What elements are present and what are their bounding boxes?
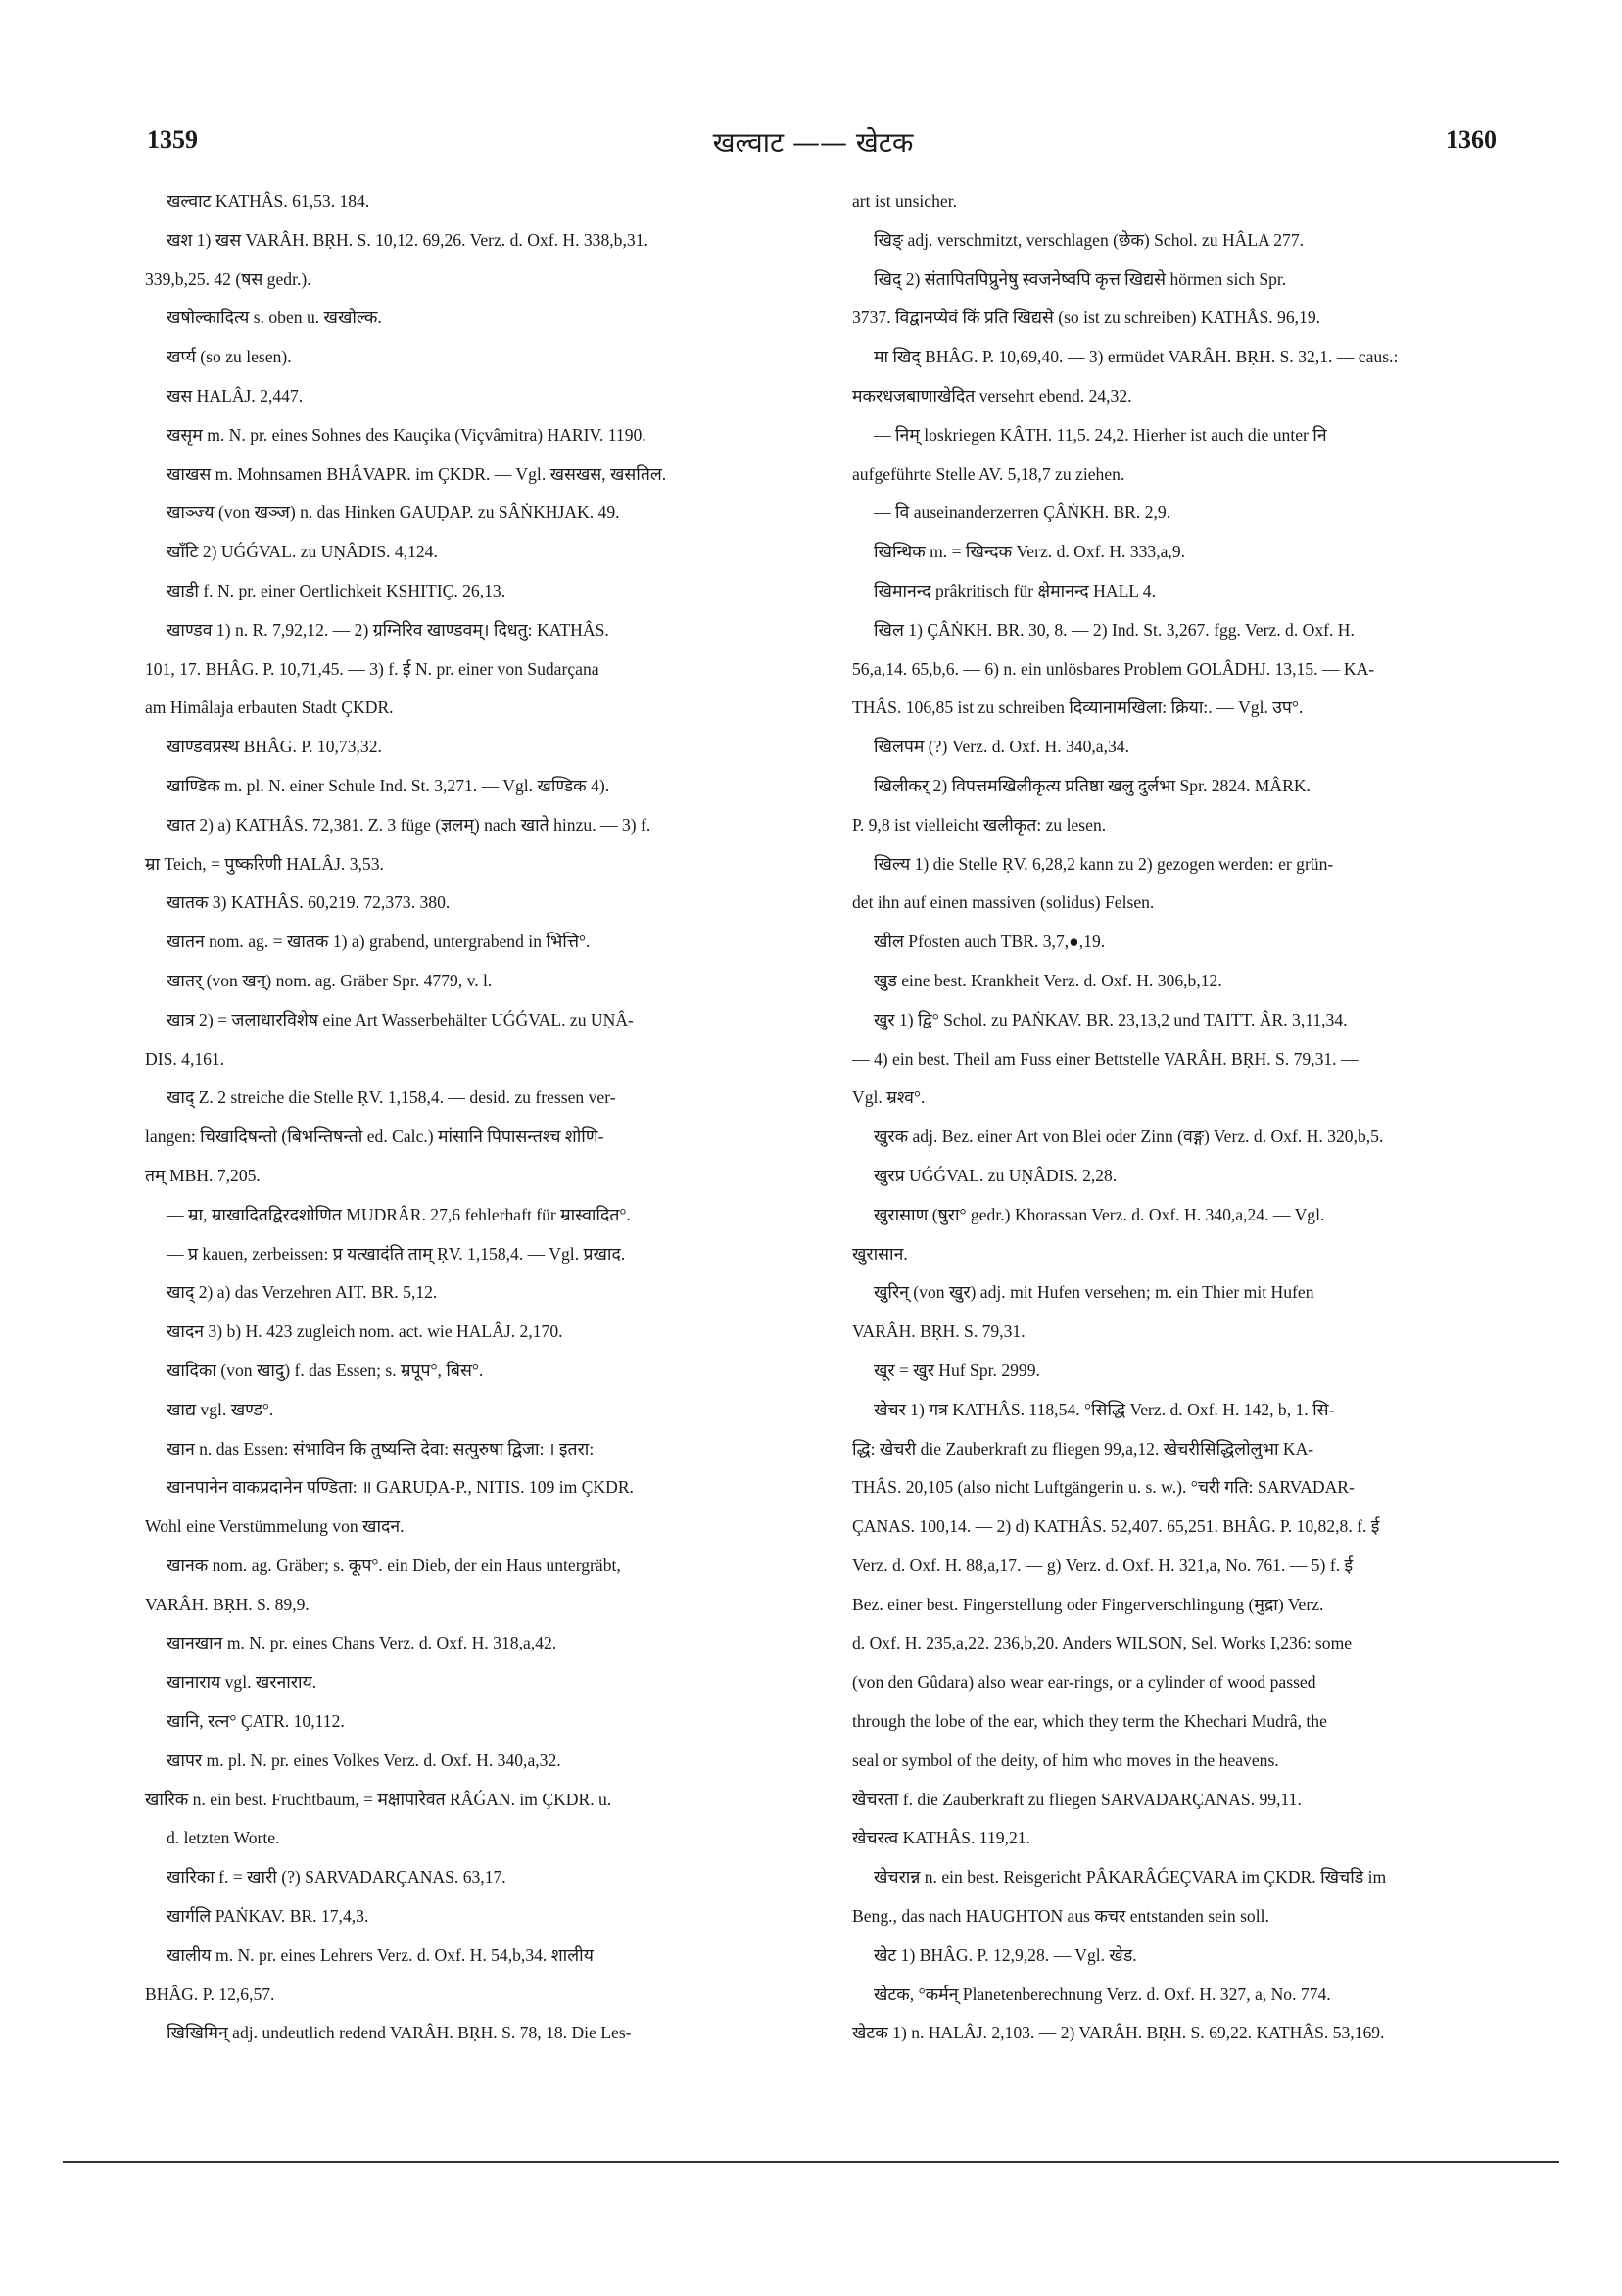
entry-line: तम् MBH. 7,205. — [145, 1165, 261, 1185]
entry-line: 101, 17. BHÂG. P. 10,71,45. — 3) f. ई N. pr. einer von Sudarçana — [145, 658, 599, 679]
entry-line: खेट 1) BHÂG. P. 12,9,28. — Vgl. खेड. — [874, 1944, 1137, 1965]
left-column — [145, 182, 821, 2053]
entry-line: खादन 3) b) H. 423 zugleich nom. act. wie HALÂJ. 2,170. — [167, 1321, 563, 1342]
entry-line: खर्प्य (so zu lesen). — [167, 347, 292, 367]
entry-line: aufgeführte Stelle AV. 5,18,7 zu ziehen. — [852, 463, 1125, 484]
entry-line: langen: चिखादिषन्तो (बिभन्तिषन्तो ed. Calc.) मांसानि पिपासन्तश्च शोणि- — [145, 1126, 604, 1147]
entry-line: Wohl eine Verstümmelung von खादन. — [145, 1516, 405, 1537]
entry-line: खेचरता f. die Zauberkraft zu fliegen SARVADARÇANAS. 99,11. — [852, 1789, 1302, 1809]
entry-line: खाद्य vgl. खण्ड°. — [167, 1399, 274, 1419]
entry-line: खेटक 1) n. HALÂJ. 2,103. — 2) VARÂH. BṚH. S. 69,22. KATHÂS. 53,169. — [852, 2023, 1385, 2043]
entry-line: खानखान m. N. pr. eines Chans Verz. d. Oxf. H. 318,a,42. — [167, 1633, 557, 1653]
entry-line: खाण्डव 1) n. R. 7,92,12. — 2) ग्रग्निरिव खाण्डवम्। दिधतु: KATHÂS. — [167, 619, 609, 640]
right-page-number: 1360 — [1446, 125, 1497, 154]
entry-line: खादिका (von खादु) f. das Essen; s. म्रपूप°, बिस°. — [167, 1360, 484, 1380]
entry-line: am Himâlaja erbauten Stadt ÇKDR. — [145, 697, 394, 718]
entry-line: खाण्डिक m. pl. N. einer Schule Ind. St. 3,271. — Vgl. खण्डिक 4). — [167, 775, 610, 795]
entry-line: BHÂG. P. 12,6,57. — [145, 1984, 275, 2004]
footer-rule — [63, 2161, 1559, 2163]
entry-line: खश 1) खस VARÂH. BṚH. S. 10,12. 69,26. Verz. d. Oxf. H. 338,b,31. — [167, 229, 648, 250]
entry-line: 3737. विद्वानप्येवं किं प्रति खिद्यसे (so ist zu schreiben) KATHÂS. 96,19. — [852, 308, 1321, 328]
entry-line: खिखिमिन् adj. undeutlich redend VARÂH. BṚH. S. 78, 18. Die Les- — [167, 2023, 632, 2043]
entry-line: DIS. 4,161. — [145, 1048, 225, 1069]
entry-line: खाडी f. N. pr. einer Oertlichkeit KSHITIÇ. 26,13. — [167, 580, 506, 600]
entry-line: Verz. d. Oxf. H. 88,a,17. — g) Verz. d. Oxf. H. 321,a, No. 761. — 5) f. ई — [852, 1555, 1354, 1575]
entry-line: खिमानन्द prâkritisch für क्षेमानन्द HALL 4. — [874, 580, 1156, 600]
entry-line: — म्रा, म्राखादितद्विरदशोणित MUDRÂR. 27,6 fehlerhaft für म्रास्वादित°. — [167, 1204, 631, 1224]
entry-line: खसृम m. N. pr. eines Sohnes des Kauçika (Viçvâmitra) HARIV. 1190. — [167, 424, 646, 445]
entry-line: खाद् 2) a) das Verzehren AIT. BR. 5,12. — [167, 1282, 438, 1303]
entry-line: खिलीकर् 2) विपत्तमखिलीकृत्य प्रतिष्ठा खलु दुर्लभा Spr. 2824. MÂRK. — [874, 775, 1311, 795]
entry-line: खिल्य 1) die Stelle ṚV. 6,28,2 kann zu 2) gezogen werden: er grün- — [874, 853, 1334, 874]
entry-line: Beng., das nach HAUGHTON aus कचर entstanden sein soll. — [852, 1906, 1269, 1927]
entry-line: खुरासाण (षुरा° gedr.) Khorassan Verz. d. Oxf. H. 340,a,24. — Vgl. — [874, 1204, 1325, 1224]
entry-line: खाँटि 2) UǴǴVAL. zu UṆÂDIS. 4,124. — [167, 542, 438, 562]
entry-line: म्रा Teich, = पुष्करिणी HALÂJ. 3,53. — [145, 853, 384, 874]
entry-line: खुड eine best. Krankheit Verz. d. Oxf. H. 306,b,12. — [874, 970, 1222, 990]
entry-line: द्धि: खेचरी die Zauberkraft zu fliegen 99,a,12. खेचरीसिद्धिलोलुभा KA- — [852, 1438, 1314, 1459]
entry-line: खार्गलि PAṄKAV. BR. 17,4,3. — [167, 1906, 369, 1927]
entry-line: खेचरान्न n. ein best. Reisgericht PÂKARÂǴEÇVARA im ÇKDR. खिचडि im — [874, 1867, 1387, 1888]
entry-line: खील Pfosten auch TBR. 3,7,●,19. — [874, 932, 1106, 952]
entry-line: खानि, रत्न° ÇATR. 10,112. — [167, 1711, 345, 1732]
entry-line: खात 2) a) KATHÂS. 72,381. Z. 3 füge (ज्ञलम्) nach खाते hinzu. — 3) f. — [167, 814, 651, 835]
entry-line: खिङ् adj. verschmitzt, verschlagen (छेक) Schol. zu HÂLA 277. — [874, 229, 1305, 250]
entry-line: खाण्डवप्रस्थ BHÂG. P. 10,73,32. — [167, 737, 382, 757]
entry-line: खातन nom. ag. = खातक 1) a) grabend, untergrabend in भित्ति°. — [167, 932, 591, 952]
entry-line: खेचरत्व KATHÂS. 119,21. — [852, 1828, 1030, 1848]
entry-line: खानाराय vgl. खरनाराय. — [167, 1672, 317, 1693]
running-head: खल्वाट —— खेटक — [712, 126, 914, 159]
entry-line: खात्र 2) = जलाधारविशेष eine Art Wasserbehälter UǴǴVAL. zu UṆÂ- — [167, 1009, 634, 1029]
entry-line: (von den Gûdara) also wear ear-rings, or a cylinder of wood passed — [852, 1672, 1316, 1693]
entry-line: खातक 3) KATHÂS. 60,219. 72,373. 380. — [167, 892, 451, 913]
entry-line: 56,a,14. 65,b,6. — 6) n. ein unlösbares Problem GOLÂDHJ. 13,15. — KA- — [852, 658, 1375, 679]
entry-line: खारिका f. = खारी (?) SARVADARÇANAS. 63,17. — [167, 1867, 506, 1888]
right-column — [852, 182, 1528, 2053]
entry-line: det ihn auf einen massiven (solidus) Felsen. — [852, 892, 1155, 913]
left-page-number: 1359 — [147, 125, 198, 154]
entry-line: THÂS. 106,85 ist zu schreiben दिव्यानामखिला: क्रिया:. — Vgl. उप°. — [852, 697, 1304, 718]
entry-line: खूर = खुर Huf Spr. 2999. — [874, 1360, 1040, 1380]
entry-line: 339,b,25. 42 (षस gedr.). — [145, 268, 311, 289]
entry-line: Bez. einer best. Fingerstellung oder Fingerverschlingung (मुद्रा) Verz. — [852, 1594, 1324, 1614]
entry-line: खुरक adj. Bez. einer Art von Blei oder Zinn (वङ्ग) Verz. d. Oxf. H. 320,b,5. — [874, 1126, 1384, 1147]
entry-line: खषोल्कादित्य s. oben u. खखोल्क. — [167, 308, 382, 328]
entry-line: VARÂH. BṚH. S. 89,9. — [145, 1594, 310, 1614]
entry-line: खाखस m. Mohnsamen BHÂVAPR. im ÇKDR. — Vgl. खसखस, खसतिल. — [167, 463, 667, 484]
entry-line: खान n. das Essen: संभाविन कि तुष्यन्ति देवा: सत्पुरुषा द्विजा: । इतरा: — [167, 1438, 595, 1459]
entry-line: — निम् loskriegen KÂTH. 11,5. 24,2. Hierher ist auch die unter नि — [874, 424, 1327, 445]
entry-line: खुर 1) द्वि° Schol. zu PAṄKAV. BR. 23,13,2 und TAITT. ÂR. 3,11,34. — [874, 1009, 1348, 1029]
entry-line: खुरासान. — [852, 1243, 908, 1264]
entry-line: खल्वाट KATHÂS. 61,53. 184. — [167, 191, 370, 211]
entry-line: खाञ्ज्य (von खञ्ज) n. das Hinken GAUḌAP. zu SÂṄKHJAK. 49. — [167, 502, 620, 523]
entry-line: खुरप्र UǴǴVAL. zu UṆÂDIS. 2,28. — [874, 1165, 1118, 1185]
entry-line: खाद् Z. 2 streiche die Stelle ṚV. 1,158,4. — desid. zu fressen ver- — [167, 1087, 616, 1108]
entry-line: art ist unsicher. — [852, 191, 958, 211]
entry-line: खेटक, °कर्मन् Planetenberechnung Verz. d. Oxf. H. 327, a, No. 774. — [874, 1984, 1331, 2004]
entry-line: खस HALÂJ. 2,447. — [167, 385, 304, 406]
entry-line: खुरिन् (von खुर) adj. mit Hufen versehen; m. ein Thier mit Hufen — [874, 1282, 1314, 1303]
entry-line: THÂS. 20,105 (also nicht Luftgängerin u. s. w.). °चरी गति: SARVADAR- — [852, 1477, 1355, 1498]
entry-line: d. letzten Worte. — [167, 1828, 280, 1848]
entry-line: खिलपम (?) Verz. d. Oxf. H. 340,a,34. — [874, 737, 1129, 757]
entry-line: खिन्धिक m. = खिन्दक Verz. d. Oxf. H. 333,a,9. — [874, 542, 1186, 562]
entry-line: खातर् (von खन्) nom. ag. Gräber Spr. 4779, v. l. — [167, 970, 493, 990]
entry-line: खानपानेन वाकप्रदानेन पण्डिता: ॥ GARUḌA-P., NITIS. 109 im ÇKDR. — [167, 1477, 634, 1498]
entry-line: d. Oxf. H. 235,a,22. 236,b,20. Anders WILSON, Sel. Works I,236: some — [852, 1633, 1353, 1653]
entry-line: ÇANAS. 100,14. — 2) d) KATHÂS. 52,407. 65,251. BHÂG. P. 10,82,8. f. ई — [852, 1516, 1380, 1537]
entry-line: P. 9,8 ist vielleicht खलीकृत: zu lesen. — [852, 814, 1107, 835]
entry-line: Vgl. म्रश्व°. — [852, 1087, 926, 1108]
entry-line: खारिक n. ein best. Fruchtbaum, = मक्षापारेवत RÂǴAN. im ÇKDR. u. — [145, 1789, 612, 1809]
entry-line: खेचर 1) गत्र KATHÂS. 118,54. °सिद्धि Verz. d. Oxf. H. 142, b, 1. सि- — [874, 1399, 1335, 1419]
entry-line: seal or symbol of the deity, of him who moves in the heavens. — [852, 1749, 1279, 1770]
entry-line: — 4) ein best. Theil am Fuss einer Bettstelle VARÂH. BṚH. S. 79,31. — — [852, 1048, 1359, 1069]
entry-line: खिद् 2) संतापितपिप्रुनेषु स्वजनेष्वपि कृत्त खिद्यसे hörmen sich Spr. — [874, 268, 1287, 289]
entry-line: मकरधजबाणाखेदित versehrt ebend. 24,32. — [852, 385, 1132, 406]
page-header — [0, 125, 1622, 165]
entry-line: खानक nom. ag. Gräber; s. कूप°. ein Dieb, der ein Haus untergräbt, — [167, 1555, 621, 1575]
entry-line: — प्र kauen, zerbeissen: प्र यत्खादंति ताम् ṚV. 1,158,4. — Vgl. प्रखाद. — [167, 1243, 626, 1264]
entry-line: खापर m. pl. N. pr. eines Volkes Verz. d. Oxf. H. 340,a,32. — [167, 1749, 561, 1770]
entry-line: खिल 1) ÇÂṄKH. BR. 30, 8. — 2) Ind. St. 3,267. fgg. Verz. d. Oxf. H. — [874, 619, 1355, 640]
entry-line: through the lobe of the ear, which they term the Khechari Mudrâ, the — [852, 1711, 1327, 1732]
entry-line: मा खिद् BHÂG. P. 10,69,40. — 3) ermüdet VARÂH. BṚH. S. 32,1. — caus.: — [874, 347, 1399, 367]
entry-line: खालीय m. N. pr. eines Lehrers Verz. d. Oxf. H. 54,b,34. शालीय — [167, 1944, 594, 1965]
entry-line: VARÂH. BṚH. S. 79,31. — [852, 1321, 1026, 1342]
entry-line: — वि auseinanderzerren ÇÂṄKH. BR. 2,9. — [874, 502, 1171, 523]
